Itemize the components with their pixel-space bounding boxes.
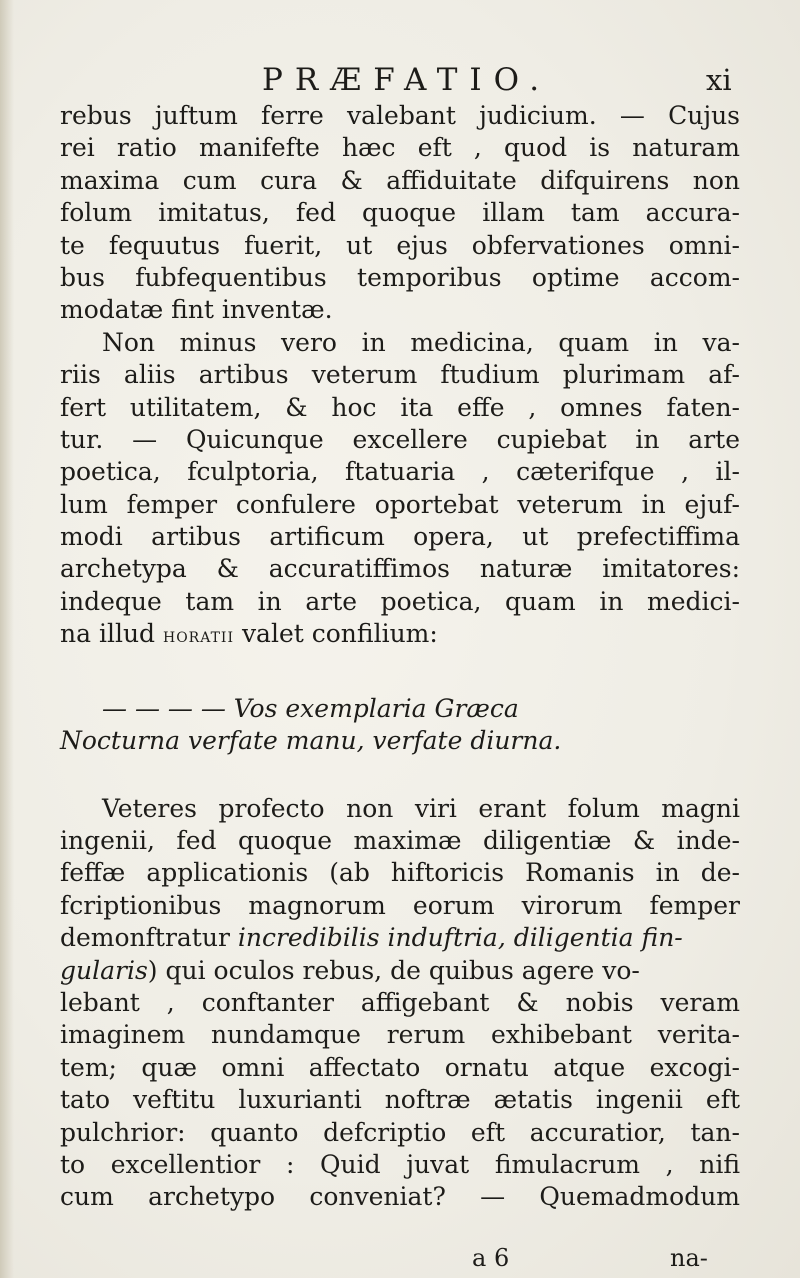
text-line: te fequutus fuerit, ut ejus obfervationes omni- [60, 230, 740, 260]
text-line: ingenii, fed quoque maximæ diligentiæ & inde- [60, 826, 740, 856]
text-fragment: demonftratur [60, 923, 230, 953]
text-line: Veteres profecto non viri erant folum magni [102, 793, 740, 823]
signature-mark: a 6 [472, 1244, 510, 1272]
text-line: modi artibus artificum opera, ut prefectiffima [60, 522, 740, 552]
text-line: fert utilitatem, & hoc ita effe , omnes faten- [60, 392, 740, 422]
quotation-block [60, 651, 740, 793]
quotation-line: Nocturna verfate manu, verfate diurna. [60, 725, 562, 755]
text-line: rebus juftum ferre valebant judicium. — Cujus [60, 101, 740, 130]
text-line: imaginem nundamque rerum exhibebant verita- [60, 1020, 740, 1050]
text-line: fcriptionibus magnorum eorum virorum femper [60, 890, 740, 920]
text-line [60, 955, 740, 987]
author-name: horatii [163, 623, 234, 648]
text-line: lum femper confulere oportebat veterum in ejuf- [60, 489, 740, 519]
text-line: rei ratio manifefte hæc eft , quod is naturam [60, 133, 740, 163]
text-line: Non minus vero in medicina, quam in va- [102, 327, 740, 357]
italic-fragment: gularis [60, 955, 148, 985]
text-line [60, 618, 740, 650]
gutter-shadow [0, 0, 14, 1278]
running-title: PRÆFATIO. [262, 62, 552, 98]
text-line: maxima cum cura & affiduitate difquirens non [60, 165, 740, 195]
text-line: indeque tam in arte poetica, quam in medici- [60, 586, 740, 616]
text-line: tato veftitu luxurianti noftræ ætatis ingenii eft [60, 1085, 740, 1115]
text-line: riis aliis artibus veterum ftudium plurimam af- [60, 360, 740, 390]
page-footer [60, 1244, 740, 1276]
text-line: cum archetypo conveniat? — Quemadmodum [60, 1182, 740, 1212]
quotation-line: — — — — Vos exemplaria Græca [102, 693, 519, 723]
text-fragment: ) qui oculos rebus, de quibus agere vo- [147, 955, 640, 985]
text-line: tur. — Quicunque excellere cupiebat in arte [60, 424, 740, 454]
text-line [60, 922, 740, 954]
text-line: bus fubfequentibus temporibus optime accom- [60, 262, 740, 292]
page-number: xi [706, 63, 732, 97]
text-line: feffæ applicationis (ab hiftoricis Romanis in de- [60, 858, 740, 888]
text-line: folum imitatus, fed quoque illam tam accura- [60, 198, 740, 228]
italic-fragment: incredibilis induftria, diligentia fin- [237, 923, 683, 953]
catchword: na- [670, 1244, 708, 1272]
text-line: tem; quæ omni affectato ornatu atque excogi- [60, 1052, 740, 1082]
page-header [0, 62, 800, 102]
body-text [60, 100, 740, 1214]
text-line: to excellentior : Quid juvat fimulacrum , nifi [60, 1149, 740, 1179]
text-line: lebant , conftanter affigebant & nobis veram [60, 987, 740, 1017]
text-fragment: na illud [60, 619, 156, 649]
text-fragment: valet confilium: [241, 619, 438, 649]
text-line: pulchrior: quanto defcriptio eft accuratior, tan- [60, 1117, 740, 1147]
text-line: modatæ fint inventæ. [60, 295, 333, 325]
text-line: archetypa & accuratiffimos naturæ imitatores: [60, 554, 740, 584]
text-line: poetica, fculptoria, ftatuaria , cæterifque , il- [60, 457, 740, 487]
